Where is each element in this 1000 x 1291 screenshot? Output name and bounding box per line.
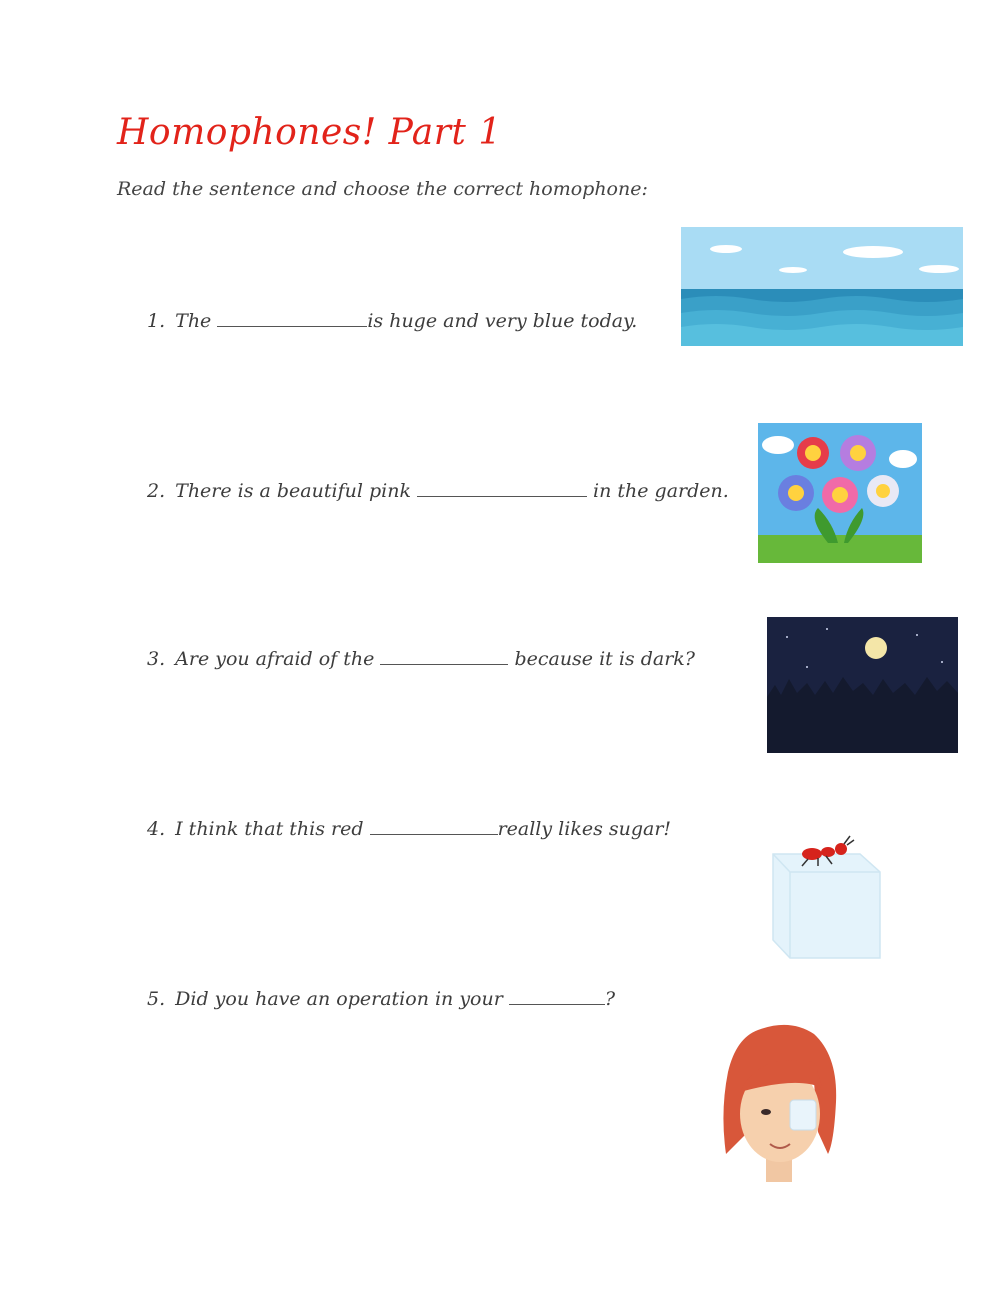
question-1 [147, 310, 637, 332]
question-text-after: really likes sugar! [497, 818, 672, 840]
question-2 [147, 480, 729, 502]
answer-blank-1[interactable] [217, 325, 367, 327]
eye-patch-girl-icon [718, 1022, 840, 1188]
question-text-after: is huge and very blue today. [367, 310, 638, 332]
instructions: Read the sentence and choose the correct homophone: [117, 178, 648, 200]
question-5 [147, 988, 615, 1010]
answer-blank-4[interactable] [370, 833, 498, 835]
night-icon [767, 617, 958, 753]
question-4 [147, 818, 671, 840]
answer-blank-5[interactable] [509, 1003, 605, 1005]
question-text-before: The [175, 310, 218, 332]
ant-on-sugar-icon [768, 832, 886, 962]
question-3 [147, 648, 695, 670]
question-text-after: ? [604, 988, 616, 1010]
question-number: 2. [147, 480, 166, 502]
question-number: 4. [147, 818, 166, 840]
question-text-after: in the garden. [587, 480, 729, 502]
answer-blank-2[interactable] [417, 495, 587, 497]
question-text-before: Did you have an operation in your [175, 988, 509, 1010]
answer-blank-3[interactable] [380, 663, 508, 665]
question-text-before: I think that this red [175, 818, 370, 840]
page-title: Homophones! Part 1 [117, 112, 502, 153]
flowers-icon [758, 423, 922, 563]
question-text-before: Are you afraid of the [175, 648, 381, 670]
question-number: 5. [147, 988, 166, 1010]
question-text-after: because it is dark? [508, 648, 695, 670]
question-number: 3. [147, 648, 166, 670]
question-text-before: There is a beautiful pink [175, 480, 417, 502]
sea-icon [681, 227, 963, 346]
question-number: 1. [147, 310, 166, 332]
